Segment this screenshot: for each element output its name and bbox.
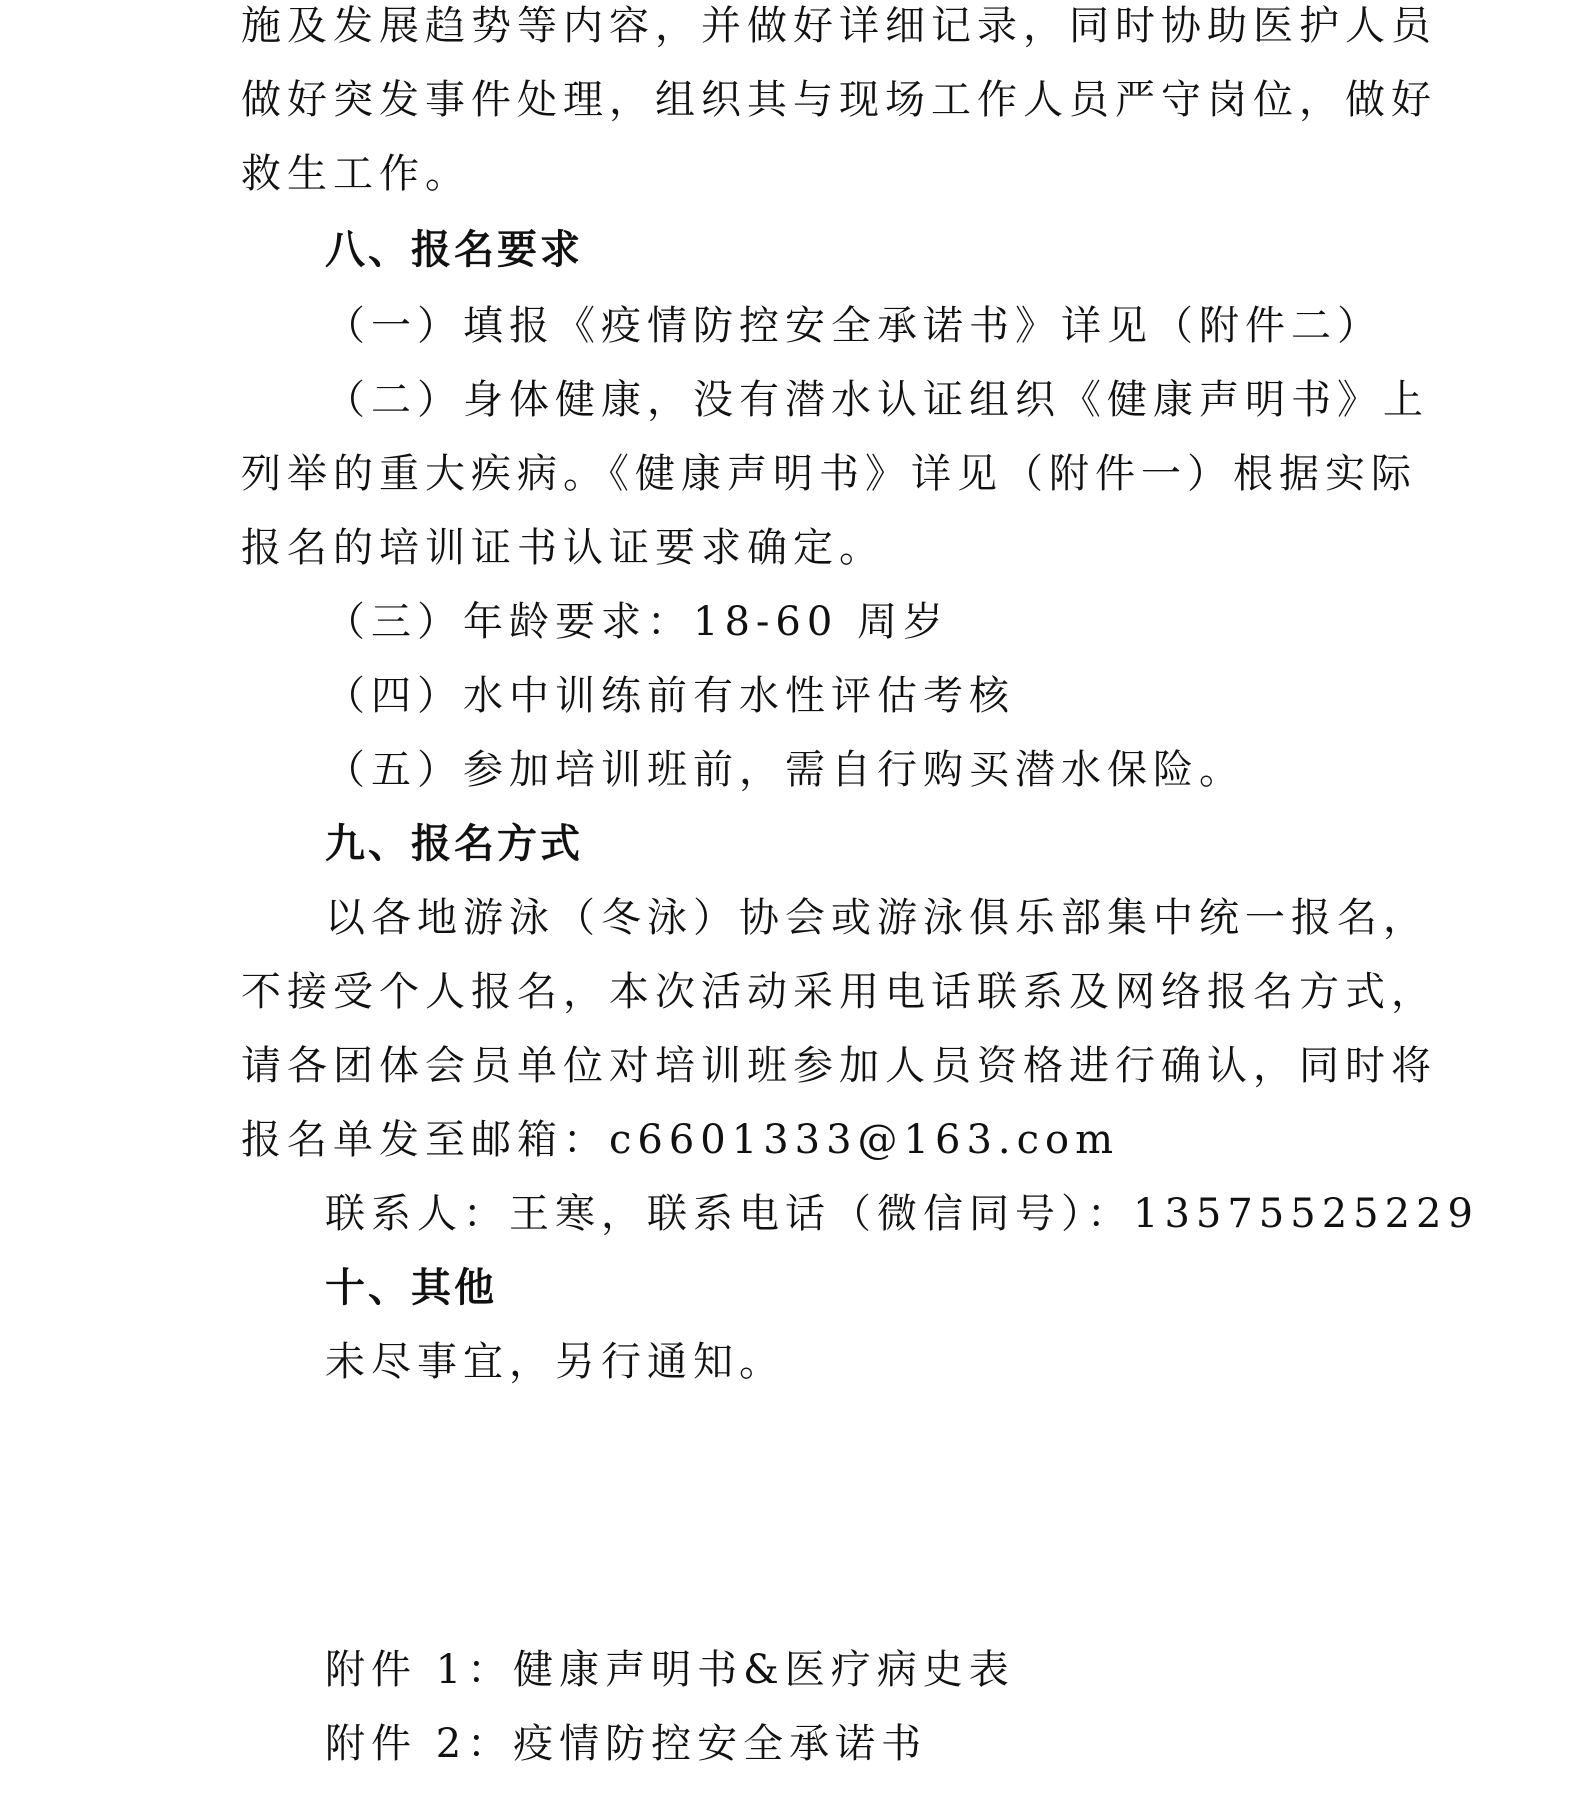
body-text-line: 以各地游泳（冬泳）协会或游泳俱乐部集中统一报名，: [325, 895, 1429, 941]
contact-line: 联系人：王寒，联系电话（微信同号）：13575525229: [325, 1191, 1479, 1237]
list-item: （一）填报《疫情防控安全承诺书》详见（附件二）: [325, 303, 1383, 349]
body-text-line: 不接受个人报名，本次活动采用电话联系及网络报名方式，: [241, 969, 1437, 1015]
section-heading: 十、其他: [325, 1265, 497, 1311]
body-text-line: 做好突发事件处理，组织其与现场工作人员严守岗位，做好: [241, 77, 1437, 123]
section-heading: 九、报名方式: [325, 821, 583, 867]
attachment-item: 附件 1：健康声明书&医疗病史表: [325, 1647, 1015, 1693]
section-heading: 八、报名要求: [325, 227, 583, 273]
attachment-item: 附件 2：疫情防控安全承诺书: [325, 1721, 928, 1767]
list-item: （四）水中训练前有水性评估考核: [325, 673, 1015, 719]
body-text-line: 施及发展趋势等内容，并做好详细记录，同时协助医护人员: [241, 3, 1437, 49]
email-line: 报名单发至邮箱：c6601333@163.com: [241, 1117, 1120, 1163]
body-text-line: 请各团体会员单位对培训班参加人员资格进行确认，同时将: [241, 1043, 1437, 1089]
list-item: （三）年龄要求：18-60 周岁: [325, 599, 950, 645]
body-text-line: 救生工作。: [241, 151, 471, 197]
list-item: （二）身体健康，没有潜水认证组织《健康声明书》上: [325, 377, 1429, 423]
body-text-line: 报名的培训证书认证要求确定。: [241, 525, 885, 571]
body-text-line: 未尽事宜，另行通知。: [325, 1339, 785, 1385]
body-text-line: 列举的重大疾病。《健康声明书》详见（附件一）根据实际: [241, 451, 1417, 497]
list-item: （五）参加培训班前，需自行购买潜水保险。: [325, 747, 1245, 793]
